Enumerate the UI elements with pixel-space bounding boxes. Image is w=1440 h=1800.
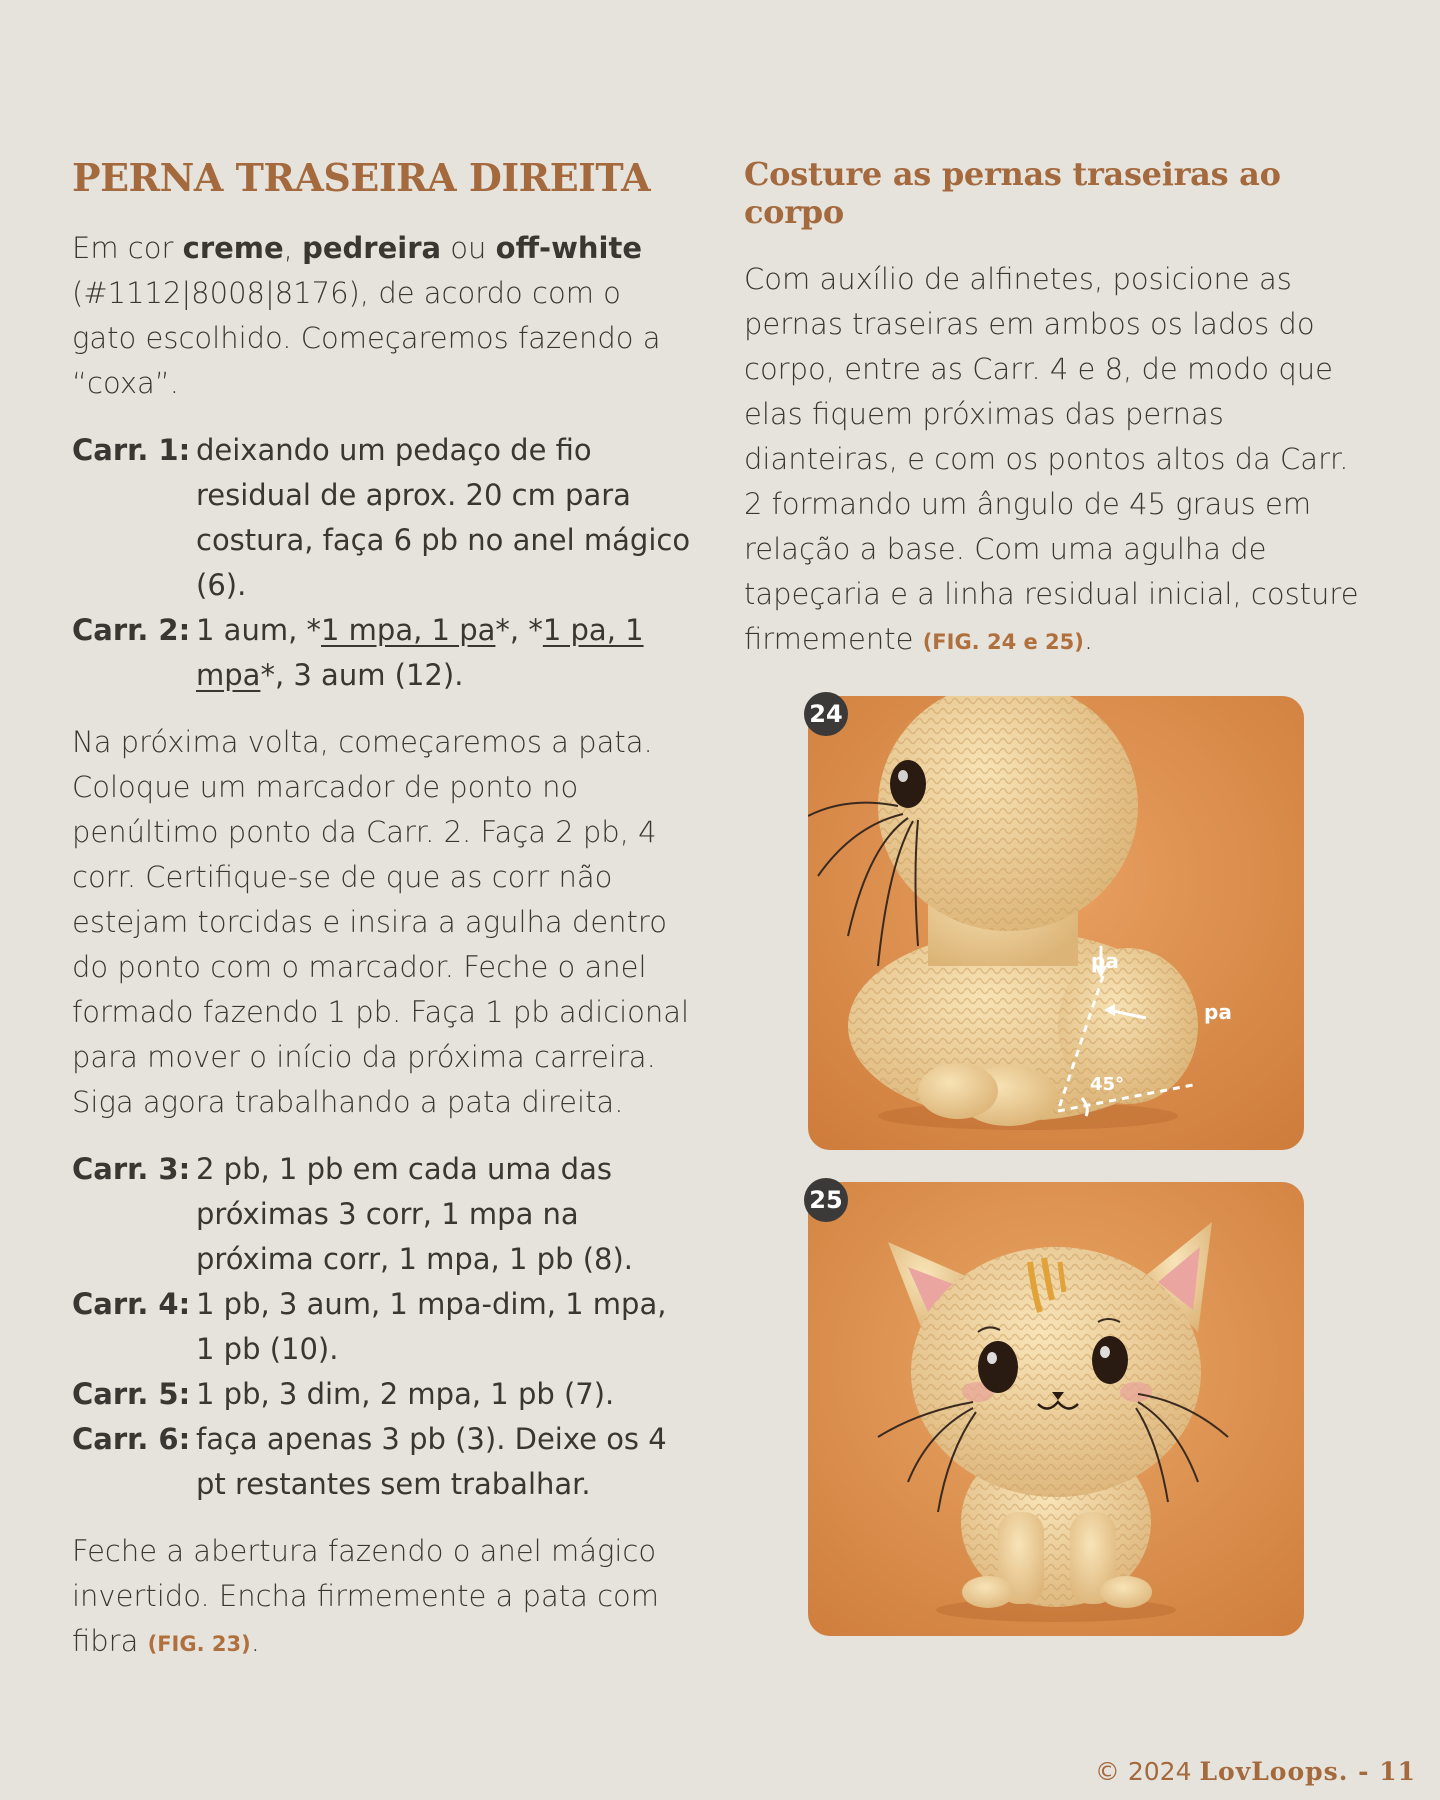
intro-text-2: ,	[283, 231, 303, 265]
right-column	[744, 155, 1364, 687]
sewing-text: Com auxílio de alfinetes, posicione as pernas traseiras em ambos os lados do corpo, entre as Carr. 4 e 8, de modo que elas fiquem próximas das pernas dianteiras, e com os pontos altos da Carr. 2 formando um ângulo de 45 graus em relação a base. Com uma agulha de tapeçaria e a linha residual inicial, costure firmemente	[744, 262, 1359, 656]
color-off-white: off-white	[495, 231, 642, 265]
round-instructions: 1 pb, 3 dim, 2 mpa, 1 pb (7).	[196, 1377, 615, 1411]
copyright-text: © 2024	[1094, 1757, 1200, 1786]
round-instructions: 1 pb, 3 aum, 1 mpa-dim, 1 mpa, 1 pb (10).	[196, 1287, 667, 1366]
rounds-list-b	[72, 1147, 692, 1507]
figure-reference: (FIG. 24 e 25)	[922, 630, 1084, 654]
round-text: *, *	[495, 613, 543, 647]
figure-reference: (FIG. 23)	[147, 1632, 251, 1656]
section-title-right-hind-leg: PERNA TRASEIRA DIREITA	[72, 155, 651, 200]
figure-badge-25: 25	[804, 1178, 848, 1222]
round-label: Carr. 1:	[72, 433, 191, 467]
figure-25-photo	[808, 1182, 1304, 1636]
page-footer	[1095, 1757, 1416, 1786]
intro-text-3: ou	[441, 231, 496, 265]
sewing-paragraph	[744, 257, 1364, 665]
round-label: Carr. 6:	[72, 1422, 191, 1456]
round-label: Carr. 2:	[72, 613, 191, 647]
round-text: *, 3 aum (12).	[260, 658, 464, 692]
repeat-group: 1 mpa, 1 pa	[321, 613, 496, 647]
angle-label: 45°	[1090, 1074, 1125, 1095]
round-row	[72, 608, 692, 698]
round-label: Carr. 3:	[72, 1152, 191, 1186]
intro-text-1: Em cor	[72, 231, 183, 265]
rounds-list-a	[72, 428, 692, 698]
round-label: Carr. 5:	[72, 1377, 191, 1411]
intro-text-4: (#1112|8008|8176), de acordo com o gato escolhido. Começaremos fazendo a “coxa”.	[72, 276, 661, 400]
left-column	[72, 155, 692, 1689]
section-title-sew-legs: Costure as pernas traseiras ao corpo	[744, 155, 1281, 231]
figure-24-photo	[808, 696, 1304, 1150]
closing-text: Feche a abertura fazendo o anel mágico invertido. Encha firmemente a pata com fibra	[72, 1534, 660, 1658]
round-text: 1 aum, *	[196, 613, 322, 647]
round-instructions: faça apenas 3 pb (3). Deixe os 4 pt restantes sem trabalhar.	[196, 1422, 667, 1501]
label-pa-top: pa	[1091, 949, 1119, 973]
sewing-end: .	[1083, 622, 1094, 656]
round-label: Carr. 4:	[72, 1287, 191, 1321]
round-instructions: 2 pb, 1 pb em cada uma das próximas 3 corr, 1 mpa na próxima corr, 1 mpa, 1 pb (8).	[196, 1152, 633, 1276]
brand-logo: LovLoops.	[1199, 1757, 1349, 1786]
label-pa-side: pa	[1204, 1000, 1232, 1024]
color-pedreira: pedreira	[302, 231, 442, 265]
color-creme: creme	[182, 231, 284, 265]
round-row	[72, 428, 692, 608]
cat-side-view-illustration	[808, 696, 1304, 1150]
round-row	[72, 1282, 692, 1372]
round-instructions: deixando um pedaço de fio residual de aprox. 20 cm para costura, faça 6 pb no anel mágico (6).	[196, 433, 691, 602]
intro-paragraph	[72, 226, 692, 406]
repeat-group: 1 pa, 1 mpa	[196, 613, 644, 692]
round-row	[72, 1147, 692, 1282]
cat-front-view-illustration	[808, 1182, 1304, 1636]
round-row	[72, 1372, 692, 1417]
round-row	[72, 1417, 692, 1507]
figure-badge-24: 24	[804, 692, 848, 736]
paw-paragraph: Na próxima volta, começaremos a pata. Coloque um marcador de ponto no penúltimo ponto da Carr. 2. Faça 2 pb, 4 corr. Certifique-se de que as corr não estejam torcidas e insira a agulha dentro do ponto com o marcador. Feche o anel formado fazendo 1 pb. Faça 1 pb adicional para mover o início da próxima carreira. Siga agora trabalhando a pata direita.	[72, 725, 690, 1119]
closing-paragraph	[72, 1529, 692, 1667]
round-instructions	[196, 608, 692, 698]
closing-end: .	[250, 1624, 260, 1658]
page-number: - 11	[1348, 1757, 1416, 1786]
